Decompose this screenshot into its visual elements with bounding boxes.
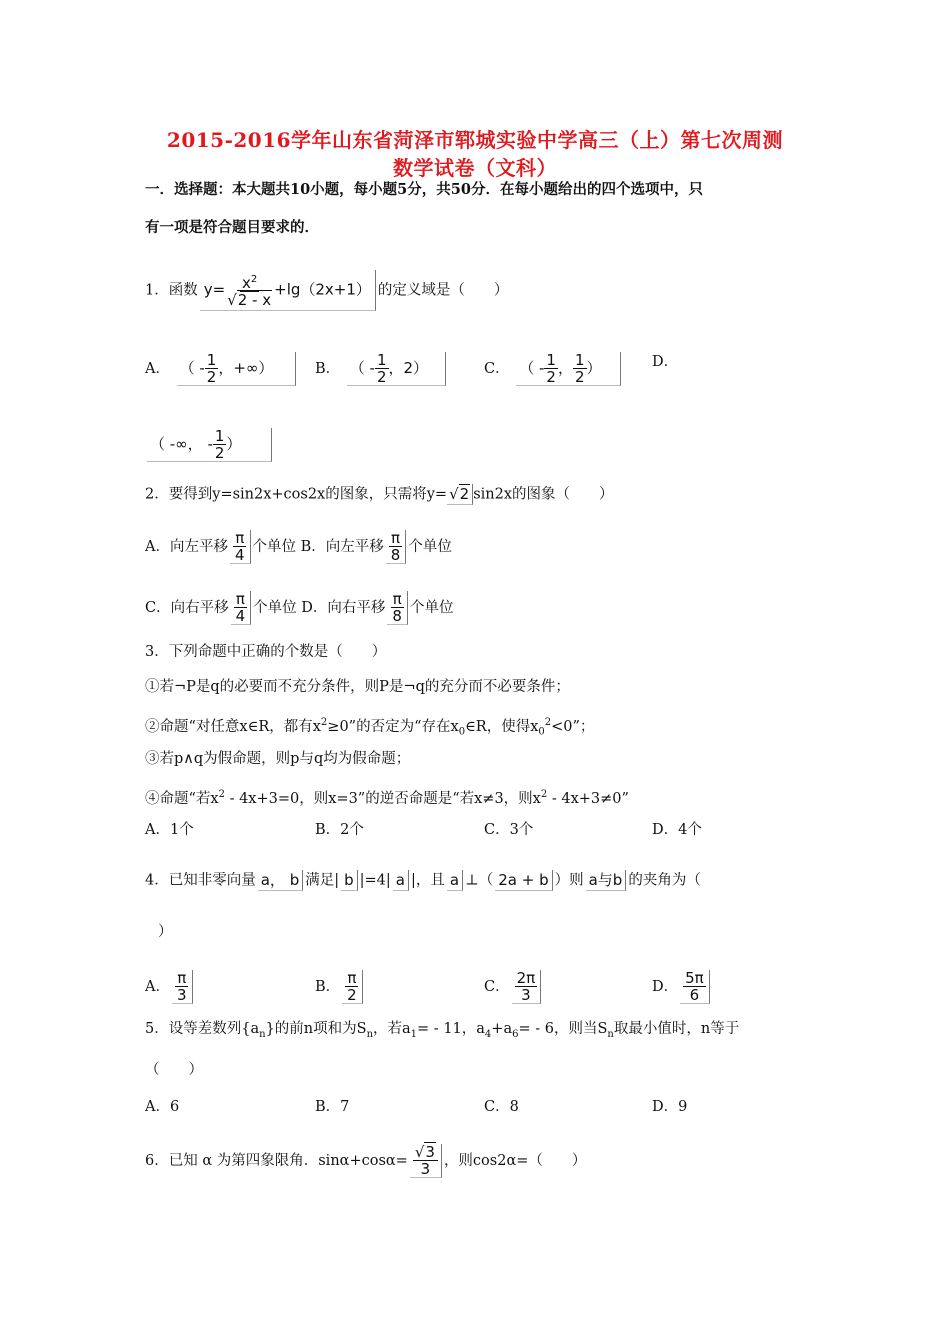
q2-row-cd	[145, 591, 453, 625]
q3-option-a[interactable]: A．1个	[145, 822, 194, 838]
q4-vec-ayb: a与b	[586, 870, 627, 891]
q4-c-den: 3	[521, 986, 531, 1004]
q1-a-den: 2	[206, 368, 217, 386]
q1-a-num: 1	[206, 351, 217, 369]
q1-fraction: $\frac{x^2}{√2 - x}$	[227, 274, 272, 309]
q6-frac-box	[410, 1144, 442, 1178]
q2-c-den: 4	[235, 607, 246, 625]
question-2-stem	[145, 484, 614, 505]
q4-option-a[interactable]	[145, 970, 195, 1004]
q3-s2-c: ∈R，使得x	[465, 718, 539, 735]
q3-s2-sup1: 2	[320, 717, 328, 728]
q4-t5: ⊥（	[465, 872, 494, 889]
q1-option-b[interactable]	[315, 352, 448, 386]
q4-option-b[interactable]	[315, 970, 365, 1004]
q4-d-num: 5π	[685, 969, 704, 987]
q4-option-d[interactable]	[652, 970, 712, 1004]
q5-t6: = - 6，则当S	[518, 1021, 608, 1037]
q2-d-frac	[390, 591, 404, 624]
q3-s2-sup2: 2	[544, 717, 552, 728]
q2-option-c[interactable]	[145, 590, 297, 625]
q1-prefix: 1．函数	[145, 282, 198, 299]
q4-b-frac	[345, 970, 359, 1003]
q6-den: 3	[420, 1160, 431, 1178]
q4-b-den: 2	[347, 986, 357, 1004]
q2-d-num: π	[392, 590, 402, 608]
q1-den: 2 - x	[237, 291, 272, 309]
q2-a-tail: 个单位	[252, 539, 297, 555]
question-4-stem	[145, 870, 701, 891]
q1-a-frac	[205, 352, 219, 385]
q1-formula	[200, 270, 376, 311]
question-1-stem	[145, 270, 508, 311]
q4-t7: 的夹角为（	[628, 872, 701, 889]
q4-vec-2ab: 2a + b	[495, 870, 552, 891]
q3-statement-1: ①若¬P是q的必要而不充分条件，则P是¬q的充分而不必要条件；	[145, 679, 570, 695]
q4-c-frac	[515, 970, 538, 1003]
q5-t1: 5．设等差数列{a	[145, 1021, 260, 1037]
q4-t4: |，且	[411, 872, 445, 889]
q1-d-text: （ -∞， -	[150, 435, 213, 453]
q1-b-text: （ -	[349, 359, 375, 377]
q3-option-d[interactable]: D．4个	[652, 822, 702, 838]
q4-t2: 满足|	[305, 872, 340, 889]
q1-b-num: 1	[376, 351, 387, 369]
q1-c-math	[516, 352, 621, 386]
q2-d-label: D．向右平移	[301, 600, 386, 616]
q1-c-num2: 1	[574, 351, 585, 369]
q4-t6: ）则	[554, 872, 584, 889]
q1-formula-left: y=	[203, 280, 226, 299]
q1-formula-right: +lg（2x+1）	[274, 280, 371, 299]
q5-sub-n3: n	[607, 1028, 614, 1040]
q3-statement-3: ③若p∧q为假命题，则p与q均为假命题；	[145, 751, 411, 767]
q4-c-label: C．	[484, 979, 510, 995]
q4-d-label: D．	[652, 979, 679, 995]
q2-d-den: 8	[392, 607, 402, 625]
question-6-stem	[145, 1144, 586, 1178]
q2-d-tail: 个单位	[409, 600, 454, 616]
q6-num: 3	[425, 1143, 435, 1161]
q5-paren: （ ）	[145, 1062, 203, 1078]
q5-t7: 取最小值时，n等于	[613, 1021, 740, 1037]
q1-c-den1: 2	[546, 368, 556, 386]
q4-a-box	[172, 970, 193, 1004]
q1-d-label: D．	[652, 354, 679, 370]
q2-d-frac-box	[387, 591, 408, 625]
q4-c-num: 2π	[516, 969, 536, 987]
q2-c-label: C．向右平移	[145, 600, 229, 616]
q5-sub-n1: n	[259, 1028, 266, 1040]
q2-option-b[interactable]	[300, 529, 452, 564]
q2-text-b: sin2x的图象（ ）	[473, 486, 614, 503]
q2-c-tail: 个单位	[253, 600, 297, 616]
q2-c-num: π	[235, 590, 245, 608]
q2-option-a[interactable]	[145, 529, 297, 564]
q6-frac: $\frac{√3}{3}$	[413, 1144, 438, 1177]
q2-sqrt: √2	[447, 484, 473, 505]
q2-b-label: B．向左平移	[300, 539, 384, 555]
q1-option-a[interactable]	[145, 352, 298, 386]
q1-b-math	[347, 352, 446, 386]
q4-vec-ab: a， b	[258, 870, 303, 891]
q4-a-label: A．	[145, 979, 170, 995]
q2-a-frac-box	[230, 530, 251, 564]
section-instructions-2: 有一项是符合题目要求的．	[145, 219, 319, 236]
q3-s4-sup2: 2	[540, 789, 548, 800]
q3-s2-sub2: 0	[538, 726, 545, 738]
q2-a-num: π	[235, 529, 245, 547]
q4-close-paren: ）	[158, 924, 173, 940]
q4-a-num: π	[177, 969, 187, 987]
q3-statement-2	[145, 713, 594, 743]
q4-d-box	[680, 970, 710, 1004]
q2-b-den: 8	[390, 546, 401, 564]
q1-suffix: 的定义域是（ ）	[377, 282, 509, 299]
q3-s4-a: ④命题“若x	[145, 790, 219, 807]
q2-text-a: 2．要得到y=sin2x+cos2x的图象，只需将y=	[145, 486, 448, 503]
q1-d-tail: ）	[226, 435, 242, 453]
section-instructions-1: 一．选择题：本大题共10小题，每小题5分，共50分．在每小题给出的四个选项中，只	[145, 181, 703, 198]
q4-option-c[interactable]	[484, 970, 543, 1004]
q1-option-d-label[interactable]	[652, 352, 678, 372]
q3-s4-sup1: 2	[218, 789, 225, 800]
q1-c-tail: ）	[586, 359, 602, 377]
q1-b-frac	[375, 352, 389, 385]
q2-b-tail: 个单位	[408, 539, 452, 555]
q1-b-label: B．	[315, 361, 341, 377]
q4-a-frac	[175, 970, 189, 1003]
q5-t3: ，若a	[373, 1021, 411, 1037]
q1-option-c[interactable]	[484, 352, 623, 386]
q1-c-mid: ，	[557, 359, 573, 377]
q1-c-frac1	[544, 352, 558, 385]
q2-a-frac	[233, 530, 247, 563]
q3-statement-4	[145, 785, 629, 809]
q4-vec-a: a	[393, 870, 409, 891]
q2-b-frac	[389, 530, 403, 563]
q5-option-c[interactable]: C．8	[484, 1099, 519, 1115]
q3-s4-c: - 4x+3≠0”	[547, 790, 629, 807]
exam-title-line1: 2015-2016学年山东省菏泽市郓城实验中学高三（上）第七次周测	[166, 128, 784, 152]
q5-option-d[interactable]: D．9	[652, 1099, 688, 1115]
q1-d-frac	[213, 428, 227, 461]
q1-c-text: （ -	[519, 359, 545, 377]
q1-d-math	[147, 428, 272, 462]
q4-d-frac	[683, 970, 706, 1003]
q5-sub-6: 6	[512, 1028, 519, 1040]
q1-a-label: A．	[145, 361, 170, 377]
q4-b-box	[342, 970, 363, 1004]
q3-s2-b: ≥0”的否定为“存在x	[327, 718, 459, 735]
q6-t2: ，则cos2α=（ ）	[443, 1153, 587, 1169]
q5-t4: = - 11，a	[417, 1021, 485, 1037]
q4-a-den: 3	[176, 986, 187, 1004]
q1-a-math	[177, 352, 296, 386]
q3-s4-b: - 4x+3=0，则x=3”的逆否命题是“若x≠3，则x	[224, 790, 541, 807]
q2-row-ab	[145, 530, 452, 564]
q1-c-label: C．	[484, 361, 510, 377]
q3-s2-d: <0”；	[551, 718, 595, 735]
q1-b-den: 2	[376, 368, 387, 386]
question-5-stem	[145, 1019, 739, 1045]
q1-num: x	[242, 274, 251, 292]
q4-b-num: π	[347, 969, 357, 987]
q2-a-den: 4	[234, 546, 245, 564]
q1-c-den2: 2	[574, 368, 585, 386]
q2-b-frac-box	[386, 530, 407, 564]
q3-option-b[interactable]: B．2个	[315, 822, 364, 838]
q1-c-num1: 1	[546, 351, 556, 369]
q2-c-frac-box	[231, 591, 252, 625]
q3-s2-a: ②命题“对任意x∈R，都有x	[145, 718, 321, 735]
q2-sqrt-value: 2	[459, 485, 470, 503]
q1-c-frac2	[573, 352, 587, 385]
q5-option-a[interactable]: A．6	[145, 1099, 180, 1115]
q5-t5: +a	[491, 1021, 513, 1037]
exam-title-line2: 数学试卷（文科）	[393, 156, 557, 180]
q2-c-frac	[234, 591, 248, 624]
q5-sub-n2: n	[366, 1028, 374, 1040]
q2-a-label: A．向左平移	[145, 539, 228, 555]
q4-t3: |=4|	[359, 872, 391, 889]
q1-a-tail: ，+∞）	[218, 359, 274, 377]
q4-d-den: 6	[689, 986, 700, 1004]
q4-c-box	[512, 970, 542, 1004]
q5-sub-4: 4	[484, 1028, 492, 1040]
q4-vec-a2: a	[447, 870, 463, 891]
q5-sub-1: 1	[410, 1028, 418, 1040]
q4-t1: 4．已知非零向量	[145, 872, 256, 889]
q1-option-d[interactable]	[145, 428, 274, 462]
q1-d-num: 1	[214, 427, 225, 445]
q1-d-den: 2	[214, 444, 225, 462]
q5-option-b[interactable]: B．7	[315, 1099, 350, 1115]
q2-option-d[interactable]	[301, 590, 454, 625]
q4-b-label: B．	[315, 979, 341, 995]
q1-num-sup: 2	[250, 274, 258, 285]
q4-vec-b: b	[341, 870, 358, 891]
q2-b-num: π	[391, 529, 401, 547]
q5-t2: }的前n项和为S	[265, 1021, 367, 1037]
q3-option-c[interactable]: C．3个	[484, 822, 534, 838]
q3-s2-sub1: 0	[458, 726, 466, 738]
question-3-stem: 3．下列命题中正确的个数是（ ）	[145, 644, 387, 660]
q1-a-text: （ -	[179, 359, 205, 377]
q1-b-tail: ，2）	[388, 359, 429, 377]
q6-t1: 6．已知 α 为第四象限角．sinα+cosα=	[145, 1153, 408, 1169]
